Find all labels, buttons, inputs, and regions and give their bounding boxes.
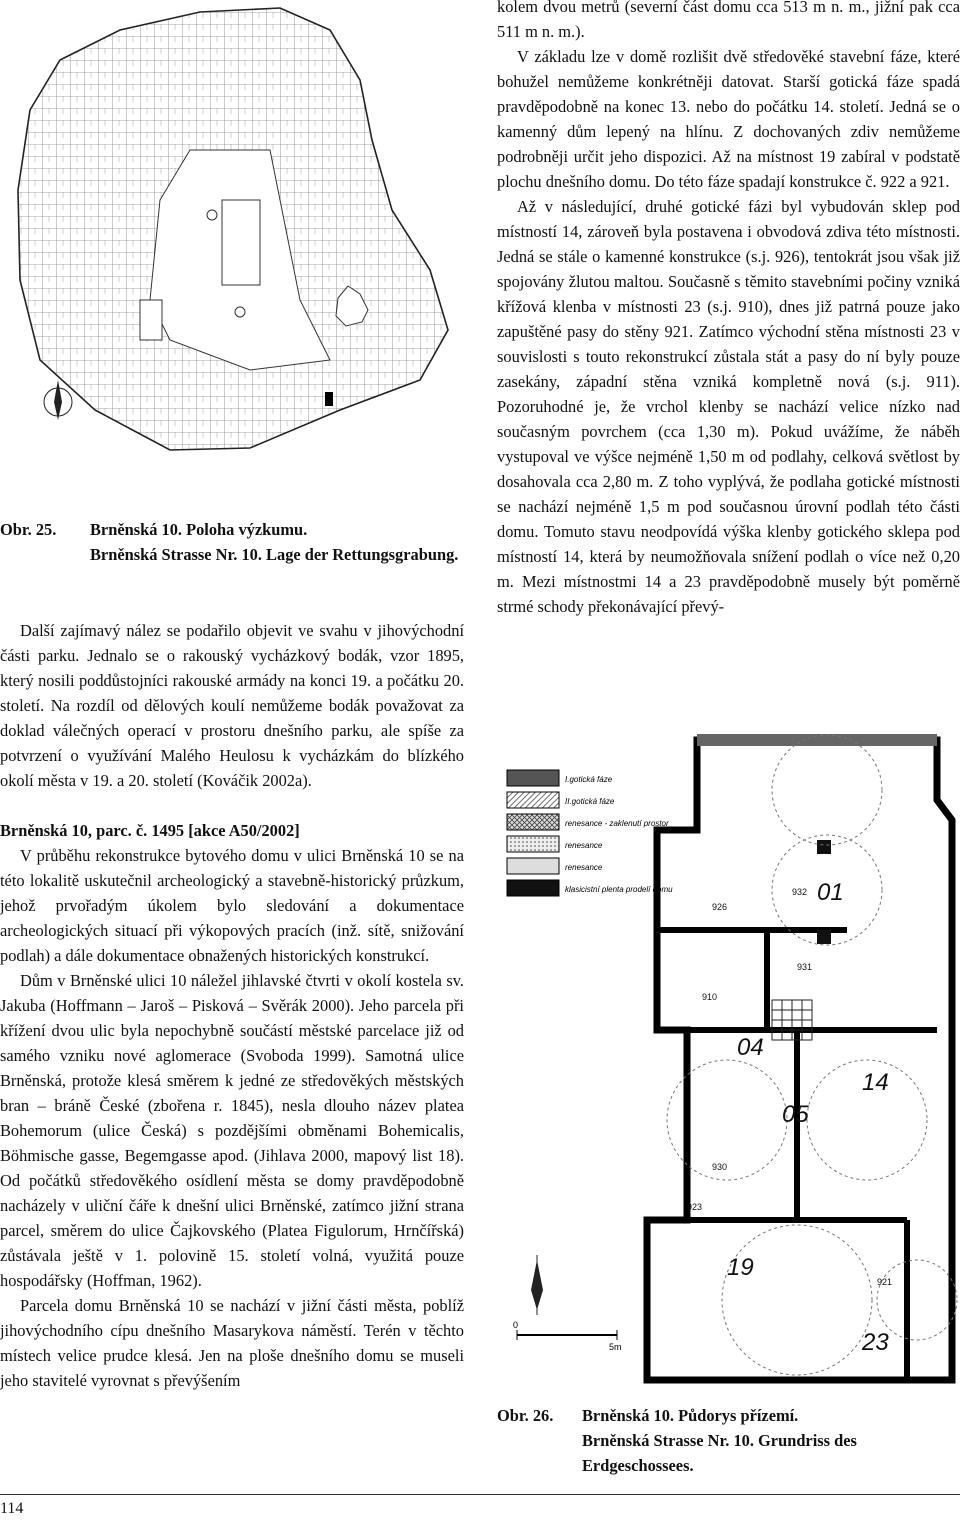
central-building — [222, 200, 260, 285]
scale-end: 5m — [609, 1342, 622, 1352]
scale-bar — [513, 1320, 622, 1352]
north-arrow-icon — [531, 1255, 543, 1315]
ground-plan-svg — [497, 700, 960, 1390]
room-number: 05 — [782, 1101, 809, 1128]
room-number: 14 — [862, 1069, 889, 1096]
wall-label: 923 — [687, 1202, 703, 1212]
figure-25-map — [0, 0, 472, 470]
legend-swatch — [507, 814, 559, 830]
caption-cz: Brněnská 10. Půdorys přízemí. — [582, 1406, 799, 1425]
figure-26-caption — [497, 1403, 960, 1478]
paragraph: V základu lze v domě rozlišit dvě středověké stavební fáze, které bohužel nemůžeme konkrétněji datovat. Starší gotická fáze spadá pravděpodobně na konec 13. nebo do počátku 14. století. Jedná se o kamenný dům lepený na hlínu. Z dochovaných zdiv nemůžeme podrobněji určit jeho dispozici. Až na místnost 19 zabíral v podstatě plochu dnešního domu. Do této fáze spadají konstrukce č. 922 a 921. — [497, 47, 960, 191]
block — [140, 300, 162, 340]
wall-label: 931 — [797, 962, 813, 972]
legend-label: renesance — [565, 863, 603, 872]
caption-de: Brněnská Strasse Nr. 10. Grundriss des Erdgeschossees. — [582, 1431, 857, 1475]
vault-lines — [667, 735, 957, 1375]
city-map-svg — [0, 0, 472, 470]
scale-start: 0 — [513, 1320, 519, 1330]
legend-swatch — [507, 858, 559, 874]
paragraph: Parcela domu Brněnská 10 se nachází v jižní části města, poblíž jihovýchodního cípu dnešního Masarykova náměstí. Terén v těchto místech velice prudce klesá. Jen na ploše dnešního domu se museli jeho stavitelé vyrovnat s převýšením — [0, 1296, 464, 1390]
figure-26-plan — [497, 700, 960, 1390]
legend-swatch — [507, 880, 559, 896]
legend-swatch — [507, 770, 559, 786]
page-number: 114 — [0, 1500, 24, 1517]
legend-label: renesance — [565, 841, 603, 850]
room-number: 01 — [817, 879, 844, 906]
section-heading: Brněnská 10, parc. č. 1495 [akce A50/2002] — [0, 821, 300, 840]
legend-label: II.gotická fáze — [565, 797, 615, 806]
pillar — [817, 840, 831, 854]
right-column — [497, 0, 960, 619]
left-column — [0, 618, 464, 1393]
footer-rule — [0, 1494, 960, 1495]
wall-label: 932 — [792, 887, 808, 897]
figure-number: Obr. 26. — [497, 1406, 554, 1425]
paragraph: Další zajímavý nález se podařilo objevit ve svahu v jihovýchodní části parku. Jednalo se o rakouský vycházkový bodák, vzor 1895, který nosili poddůstojníci rakouské armády na konci 19. a počátku 20. století. Na rozdíl od dělových koulí nemůžeme bodák považovat za doklad válečných operací v prostoru dnešního parku, ale spíše za potvrzení o využívání Malého Heulosu k vycházkám do blízkého okolí města v 19. a 20. století (Kováčik 2002a). — [0, 621, 464, 790]
legend-swatch — [507, 836, 559, 852]
wall-label: 930 — [712, 1162, 728, 1172]
room-number: 19 — [727, 1254, 754, 1281]
legend-label: klasicistní plenta prodelí domu — [565, 885, 673, 894]
wall-label: 921 — [877, 1277, 893, 1287]
legend-swatch — [507, 792, 559, 808]
legend-label: I.gotická fáze — [565, 775, 613, 784]
paragraph: V průběhu rekonstrukce bytového domu v ulici Brněnská 10 se na této lokalitě uskutečnil archeologický a stavebně-historický průzkum, jehož prvořadým úkolem bylo sledování a dokumentace archeologických situací při výkopových pracích (inž. sítě, snižování podlah) a dále dokumentace obnažených historických konstrukcí. — [0, 846, 464, 965]
site-marker — [325, 392, 333, 406]
legend-label: renesance - zaklenutí prostor — [565, 819, 669, 828]
staircase — [772, 1000, 812, 1040]
pillar — [817, 930, 831, 944]
wall-label: 910 — [702, 992, 718, 1002]
figure-number: Obr. 25. — [0, 520, 57, 539]
caption-cz: Brněnská 10. Poloha výzkumu. — [90, 520, 308, 539]
paragraph: Až v následující, druhé gotické fázi byl vybudován sklep pod místností 14, zároveň byla postavena i obvodová zdiva této místnosti. Jedná se stále o kamenné konstrukce (s.j. 926), tentokrát jsou však již spojovány žlutou maltou. Současně s těmito stavebními počiny vzniká křížová klenba v místnosti 23 (s.j. 910), dnes již patrná pouze jako zapuštěné pasy do stěny 921. Zatímco východní stěna místnosti 23 v souvislosti s touto rekonstrukcí zůstala stát a pasy do ní byly pouze zasekány, západní stěna vzniká kompletně nová (s.j. 911). Pozoruhodné je, že vrchol klenby se nachází velice nízko nad současným povrchem (cca 1,30 m). Pokud uvážíme, že náběh vystupoval ve výšce nejméně 1,50 m od podlahy, celková světlost by dosahovala cca 2,80 m. Z toho vyplývá, že podlaha gotické místnosti se nachází nejméně 1,5 m pod současnou úrovní podlah této části domu. Tomuto stavu neodpovídá výška klenby gotického sklepa pod místností 14, která by neumožňovala snížení podlah o více než 0,20 m. Mezi místnostmi 14 a 23 pravděpodobně musely být poměrně strmé schody překonávající převý- — [497, 197, 960, 616]
room-number: 23 — [862, 1329, 889, 1356]
wall-label: 926 — [712, 902, 728, 912]
caption-de: Brněnská Strasse Nr. 10. Lage der Rettungsgrabung. — [90, 545, 459, 564]
figure-25-caption — [0, 517, 472, 592]
room-number: 04 — [737, 1034, 764, 1061]
paragraph: Dům v Brněnské ulici 10 náležel jihlavské čtvrti v okolí kostela sv. Jakuba (Hoffmann – Jaroš – Pisková – Svěrák 2000). Jeho parcela při křížení dvou ulic byla nepochybně součástí městské parcelace již od samého vzniku nové aglomerace (Svoboda 1999). Samotná ulice Brněnská, protože klesá směrem k jedné ze středověkých městských bran – bráně České (zbořena r. 1845), nesla dlouho název platea Bohemorum (ulice Česká) s pozdějšími obměnami Bohemicalis, Böhmische gasse, Begemgasse apod. (Jihlava 2000, mapový list 18). Od počátků středověkého osídlení města se domy pravděpodobně nacházely v uliční čáře k dnešní ulici Brněnské, zatímco jižní strana parcel, směrem do ulice Čajkovského (Platea Figulorum, Hrnčířská) zůstávala ještě v 1. polovině 15. století volná, využitá pouze hospodářsky (Hoffman, 1962). — [0, 971, 464, 1290]
plan-legend — [507, 770, 673, 896]
paragraph: kolem dvou metrů (severní část domu cca 513 m n. m., jižní pak cca 511 m n. m.). — [497, 0, 960, 41]
